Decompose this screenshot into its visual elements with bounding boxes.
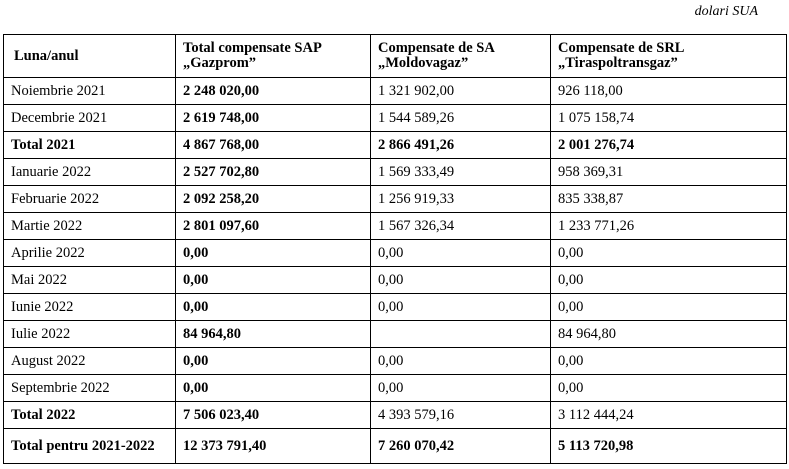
cell-gazprom: 0,00 bbox=[176, 294, 371, 321]
cell-gazprom: 2 619 748,00 bbox=[176, 105, 371, 132]
cell-moldovagaz: 0,00 bbox=[371, 240, 551, 267]
cell-month: Ianuarie 2022 bbox=[4, 159, 176, 186]
table-row bbox=[4, 375, 787, 402]
cell-tiraspoltransgaz: 958 369,31 bbox=[551, 159, 787, 186]
cell-month: Septembrie 2022 bbox=[4, 375, 176, 402]
cell-gazprom: 0,00 bbox=[176, 375, 371, 402]
cell-gazprom: 0,00 bbox=[176, 267, 371, 294]
cell-month: August 2022 bbox=[4, 348, 176, 375]
cell-tiraspoltransgaz: 0,00 bbox=[551, 267, 787, 294]
cell-tiraspoltransgaz: 84 964,80 bbox=[551, 321, 787, 348]
cell-tiraspoltransgaz: 0,00 bbox=[551, 348, 787, 375]
cell-tiraspoltransgaz: 0,00 bbox=[551, 375, 787, 402]
table-row bbox=[4, 213, 787, 240]
table-row bbox=[4, 240, 787, 267]
cell-moldovagaz: 1 569 333,49 bbox=[371, 159, 551, 186]
header-gazprom: Total compensate SAP „Gazprom” bbox=[176, 35, 371, 78]
cell-moldovagaz: 0,00 bbox=[371, 375, 551, 402]
cell-moldovagaz bbox=[371, 321, 551, 348]
cell-tiraspoltransgaz: 5 113 720,98 bbox=[551, 429, 787, 464]
cell-gazprom: 0,00 bbox=[176, 240, 371, 267]
grand-total-row bbox=[4, 429, 787, 464]
header-moldovagaz: Compensate de SA „Moldovagaz” bbox=[371, 35, 551, 78]
cell-month: Martie 2022 bbox=[4, 213, 176, 240]
cell-gazprom: 12 373 791,40 bbox=[176, 429, 371, 464]
total-row-2021 bbox=[4, 132, 787, 159]
cell-gazprom: 2 801 097,60 bbox=[176, 213, 371, 240]
cell-tiraspoltransgaz: 0,00 bbox=[551, 240, 787, 267]
table-header-row bbox=[4, 35, 787, 78]
header-tiraspoltransgaz: Compensate de SRL „Tiraspoltransgaz” bbox=[551, 35, 787, 78]
cell-moldovagaz: 1 567 326,34 bbox=[371, 213, 551, 240]
compensation-table bbox=[3, 34, 787, 464]
table-row bbox=[4, 78, 787, 105]
cell-moldovagaz: 0,00 bbox=[371, 267, 551, 294]
cell-tiraspoltransgaz: 3 112 444,24 bbox=[551, 402, 787, 429]
table-row bbox=[4, 186, 787, 213]
cell-moldovagaz: 1 544 589,26 bbox=[371, 105, 551, 132]
unit-label: dolari SUA bbox=[694, 4, 758, 19]
cell-moldovagaz: 2 866 491,26 bbox=[371, 132, 551, 159]
cell-month: Februarie 2022 bbox=[4, 186, 176, 213]
cell-gazprom: 2 248 020,00 bbox=[176, 78, 371, 105]
cell-gazprom: 0,00 bbox=[176, 348, 371, 375]
cell-moldovagaz: 1 256 919,33 bbox=[371, 186, 551, 213]
cell-moldovagaz: 4 393 579,16 bbox=[371, 402, 551, 429]
cell-gazprom: 7 506 023,40 bbox=[176, 402, 371, 429]
cell-gazprom: 84 964,80 bbox=[176, 321, 371, 348]
cell-month: Iulie 2022 bbox=[4, 321, 176, 348]
header-month: Luna/anul bbox=[4, 35, 176, 78]
cell-gazprom: 4 867 768,00 bbox=[176, 132, 371, 159]
cell-tiraspoltransgaz: 2 001 276,74 bbox=[551, 132, 787, 159]
table-row bbox=[4, 348, 787, 375]
cell-tiraspoltransgaz: 0,00 bbox=[551, 294, 787, 321]
cell-month: Total 2021 bbox=[4, 132, 176, 159]
table-row bbox=[4, 159, 787, 186]
cell-tiraspoltransgaz: 1 233 771,26 bbox=[551, 213, 787, 240]
table-row bbox=[4, 321, 787, 348]
total-row-2022 bbox=[4, 402, 787, 429]
cell-moldovagaz: 0,00 bbox=[371, 348, 551, 375]
cell-tiraspoltransgaz: 835 338,87 bbox=[551, 186, 787, 213]
cell-tiraspoltransgaz: 926 118,00 bbox=[551, 78, 787, 105]
cell-gazprom: 2 527 702,80 bbox=[176, 159, 371, 186]
cell-month: Decembrie 2021 bbox=[4, 105, 176, 132]
table-row bbox=[4, 294, 787, 321]
cell-tiraspoltransgaz: 1 075 158,74 bbox=[551, 105, 787, 132]
cell-month: Total pentru 2021-2022 bbox=[4, 429, 176, 464]
table-row bbox=[4, 105, 787, 132]
cell-month: Aprilie 2022 bbox=[4, 240, 176, 267]
cell-month: Noiembrie 2021 bbox=[4, 78, 176, 105]
cell-moldovagaz: 7 260 070,42 bbox=[371, 429, 551, 464]
table-row bbox=[4, 267, 787, 294]
cell-moldovagaz: 0,00 bbox=[371, 294, 551, 321]
cell-gazprom: 2 092 258,20 bbox=[176, 186, 371, 213]
cell-moldovagaz: 1 321 902,00 bbox=[371, 78, 551, 105]
cell-month: Total 2022 bbox=[4, 402, 176, 429]
cell-month: Mai 2022 bbox=[4, 267, 176, 294]
cell-month: Iunie 2022 bbox=[4, 294, 176, 321]
